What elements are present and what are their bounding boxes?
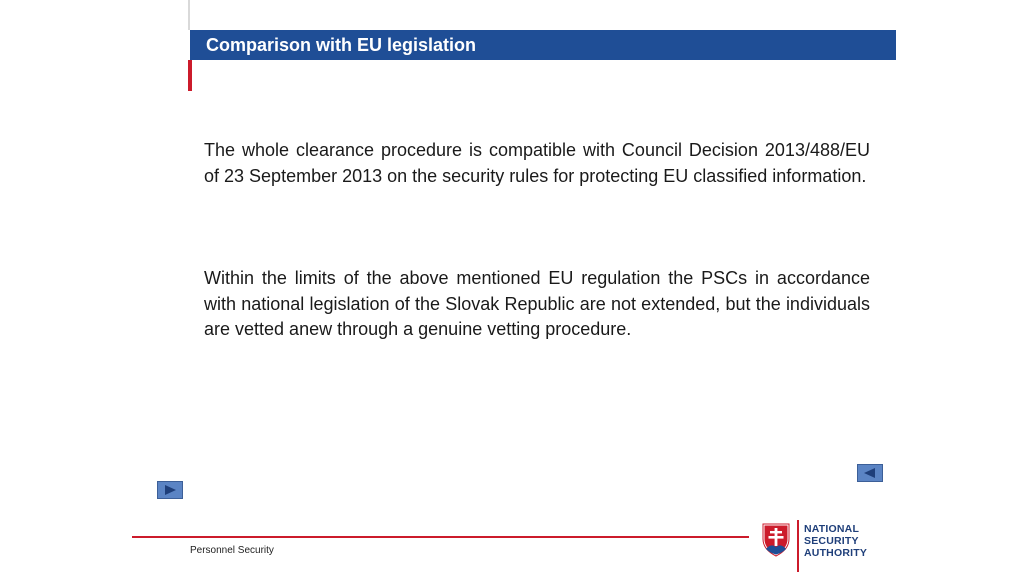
paragraph-vetting: Within the limits of the above mentioned EU regulation the PSCs in accordance with national legislation of the Slovak Republic are not extended, but the individuals are vetted anew through a genuine vetting procedure. bbox=[204, 268, 870, 339]
paragraph-compatibility: The whole clearance procedure is compatible with Council Decision 2013/488/EU of 23 September 2013 on the security rules for protecting EU classified information. bbox=[204, 140, 870, 186]
footer-divider bbox=[132, 536, 749, 538]
logo-divider bbox=[797, 520, 799, 572]
next-slide-button[interactable] bbox=[157, 481, 183, 499]
logo-line-security: SECURITY bbox=[804, 535, 859, 547]
left-rule bbox=[188, 0, 190, 30]
nsa-logo bbox=[762, 520, 882, 574]
triangle-right-icon bbox=[163, 484, 177, 496]
slovak-coat-of-arms-icon bbox=[762, 523, 790, 557]
logo-line-authority: AUTHORITY bbox=[804, 547, 868, 559]
logo-wordmark bbox=[804, 523, 867, 559]
logo-line-national: NATIONAL bbox=[804, 523, 860, 535]
footer-label: Personnel Security bbox=[190, 545, 274, 556]
slide-title: Comparison with EU legislation bbox=[190, 30, 896, 60]
previous-slide-button[interactable] bbox=[857, 464, 883, 482]
triangle-left-icon bbox=[863, 467, 877, 479]
title-accent-marker bbox=[188, 60, 192, 91]
